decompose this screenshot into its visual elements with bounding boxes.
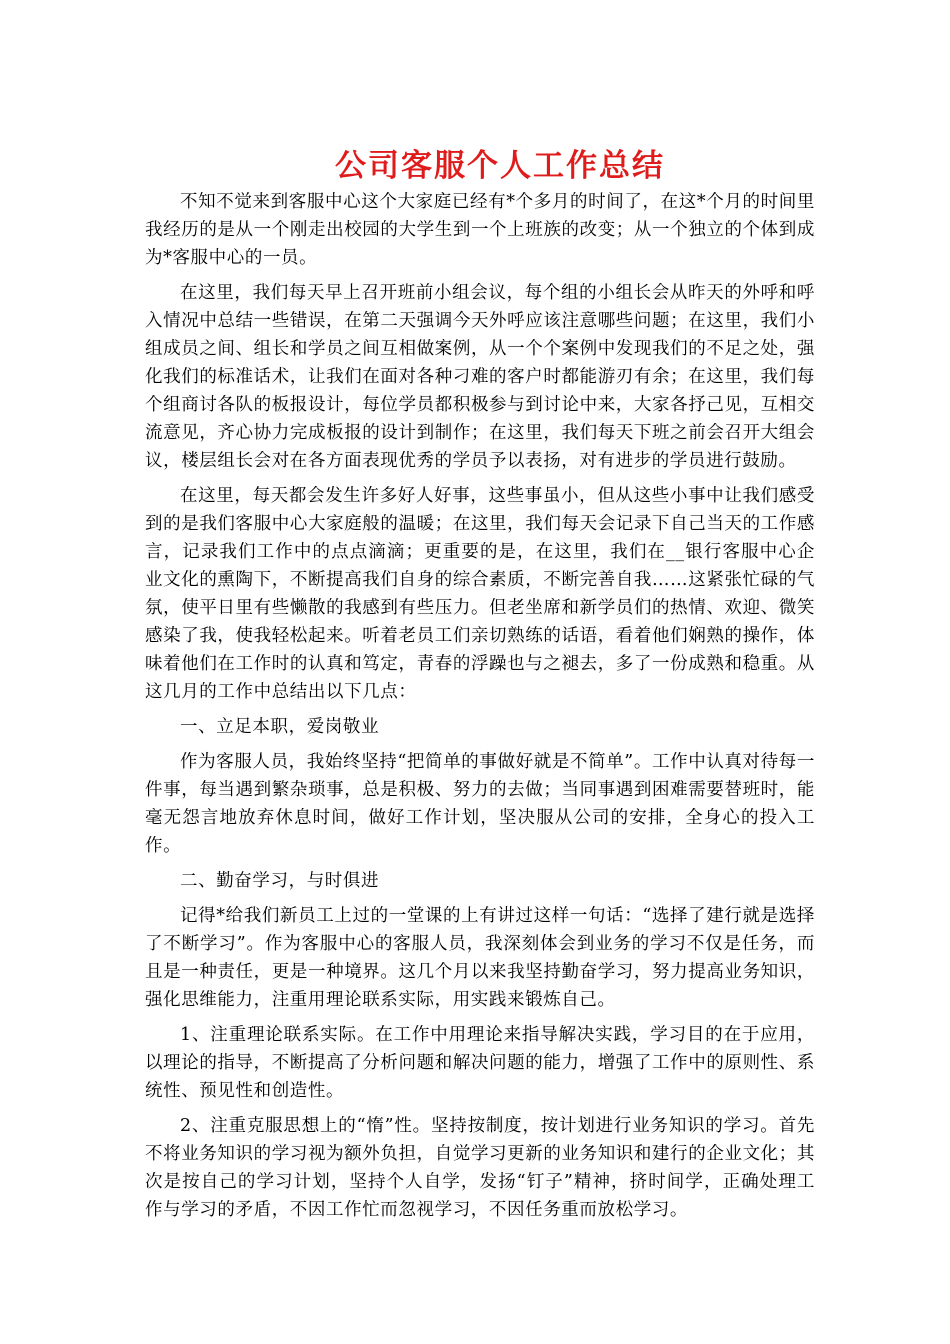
paragraph-point-2: 2、注重克服思想上的“惰”性。坚持按制度，按计划进行业务知识的学习。首先不将业务知识的学习视为额外负担，自觉学习更新的业务知识和建行的企业文化；其次是按自己的学习计划，坚持个人自学，发扬“钉子”精神，挤时间学，正确处理工作与学习的矛盾，不因工作忙而忽视学习，不因任务重而放松学习。 <box>145 1116 815 1220</box>
paragraph-point-1: 1、注重理论联系实际。在工作中用理论来指导解决实践，学习目的在于应用，以理论的指导，不断提高了分析问题和解决问题的能力，增强了工作中的原则性、系统性、预见性和创造性。 <box>145 1025 815 1101</box>
section-heading-2: 二、勤奋学习，与时俱进 <box>180 871 380 891</box>
document-title: 公司客服个人工作总结 <box>335 148 665 184</box>
paragraph-section-2: 记得*给我们新员工上过的一堂课的上有讲过这样一句话：“选择了建行就是选择了不断学习”。作为客服中心的客服人员，我深刻体会到业务的学习不仅是任务，而且是一种责任，更是一种境界。这几个月以来我坚持勤奋学习，努力提高业务知识，强化思维能力，注重用理论联系实际，用实践来锻炼自己。 <box>145 906 815 1010</box>
paragraph-warmth: 在这里，每天都会发生许多好人好事，这些事虽小，但从这些小事中让我们感受到的是我们客服中心大家庭般的温暖；在这里，我们每天会记录下自己当天的工作感言，记录我们工作中的点点滴滴；更重要的是，在这里，我们在__银行客服中心企业文化的熏陶下，不断提高我们自身的综合素质，不断完善自我……这紧张忙碌的气氛，使平日里有些懒散的我感到有些压力。但老坐席和新学员们的热情、欢迎、微笑感染了我，使我轻松起来。听着老员工们亲切熟练的话语，看着他们娴熟的操作，体味着他们在工作时的认真和笃定，青春的浮躁也与之褪去，多了一份成熟和稳重。从这几月的工作中总结出以下几点： <box>145 486 815 702</box>
paragraph-section-1: 作为客服人员，我始终坚持“把简单的事做好就是不简单”。工作中认真对待每一件事，每当遇到繁杂琐事，总是积极、努力的去做；当同事遇到困难需要替班时，能毫无怨言地放弃休息时间，做好工作计划，坚决服从公司的安排，全身心的投入工作。 <box>145 752 815 856</box>
paragraph-daily-meetings: 在这里，我们每天早上召开班前小组会议，每个组的小组长会从昨天的外呼和呼入情况中总结一些错误，在第二天强调今天外呼应该注意哪些问题；在这里，我们小组成员之间、组长和学员之间互相做案例，从一个个案例中发现我们的不足之处，强化我们的标准话术，让我们在面对各种刁难的客户时都能游刃有余；在这里，我们每个组商讨各队的板报设计，每位学员都积极参与到讨论中来，大家各抒己见，互相交流意见，齐心协力完成板报的设计到制作；在这里，我们每天下班之前会召开大组会议，楼层组长会对在各方面表现优秀的学员予以表扬，对有进步的学员进行鼓励。 <box>145 283 815 471</box>
document-body <box>145 188 815 1231</box>
section-heading-1: 一、立足本职，爱岗敬业 <box>180 717 380 737</box>
paragraph-intro: 不知不觉来到客服中心这个大家庭已经有*个多月的时间了，在这*个月的时间里我经历的是从一个刚走出校园的大学生到一个上班族的改变；从一个独立的个体到成为*客服中心的一员。 <box>145 192 815 268</box>
